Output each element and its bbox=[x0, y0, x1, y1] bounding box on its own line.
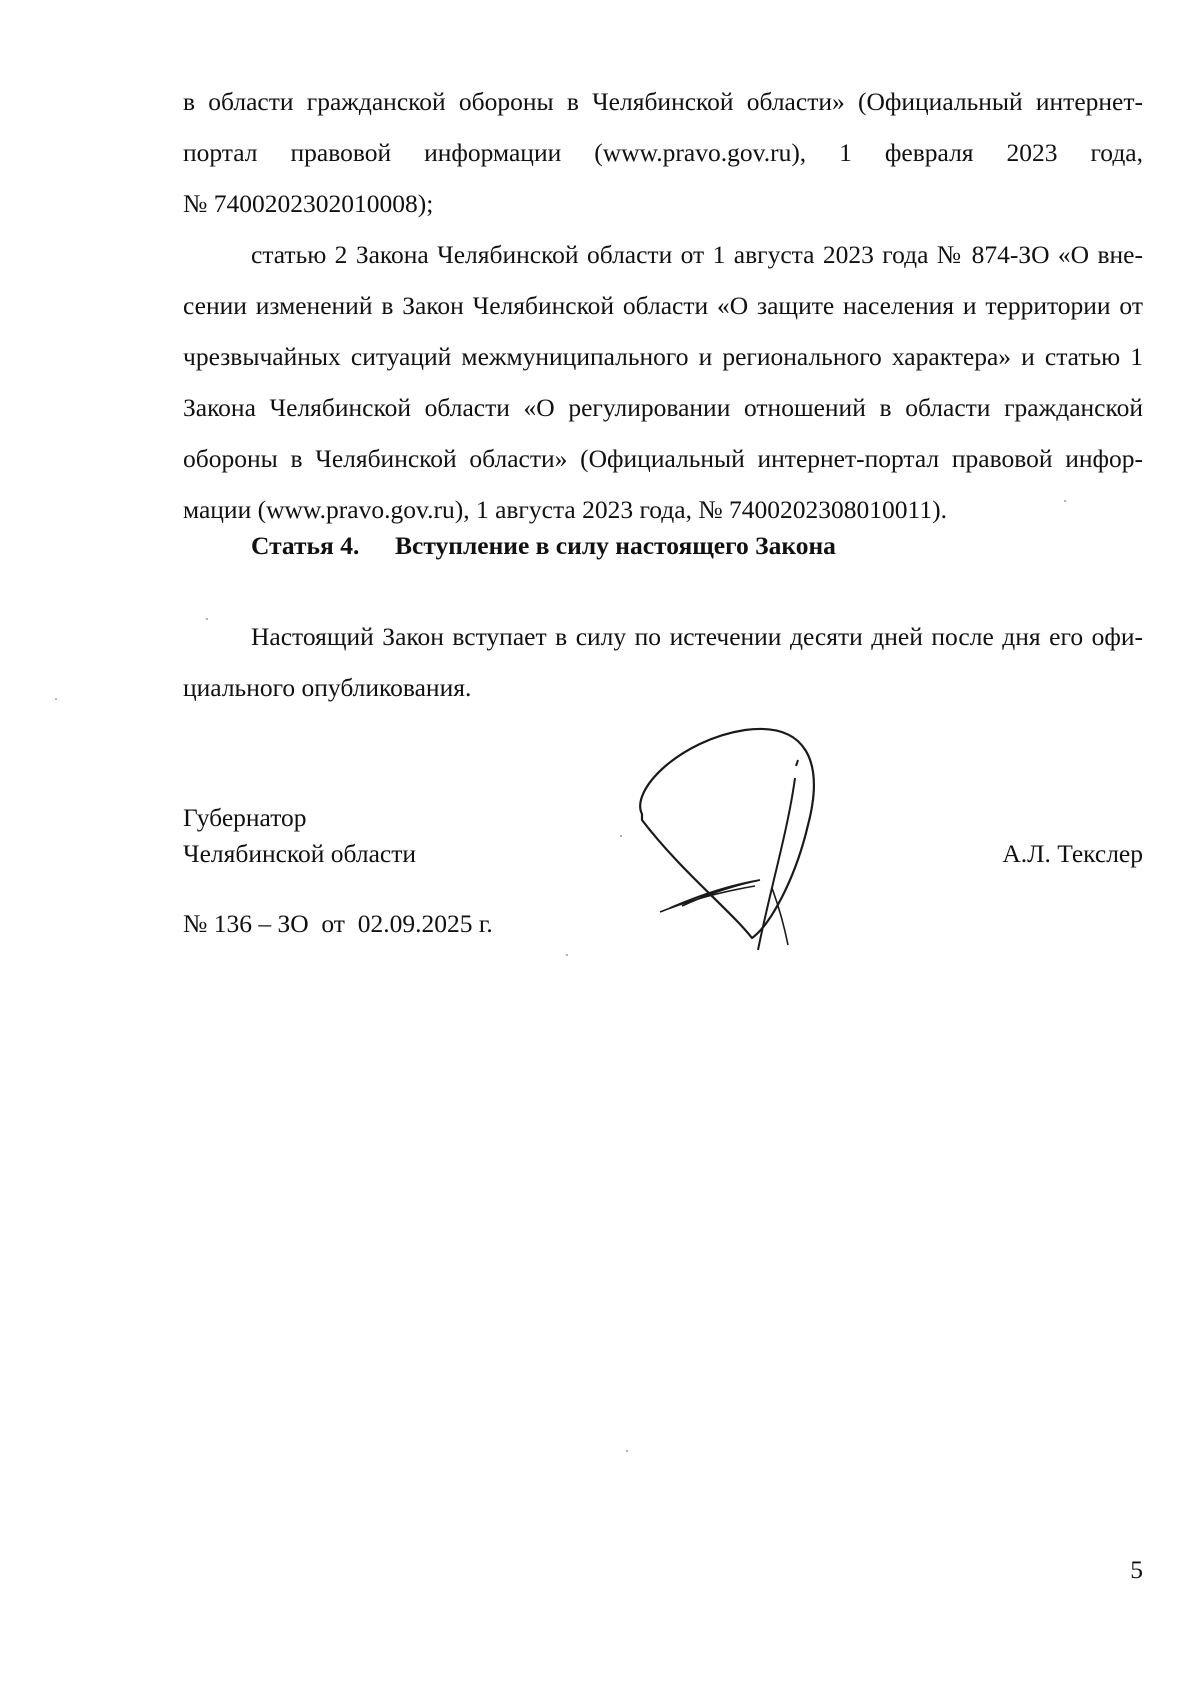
text-line: № 7400202302010008); bbox=[183, 189, 434, 218]
text-line: циального опубликования. bbox=[183, 673, 472, 702]
text-line: Закона Челябинской области «О регулировании отношений в области гражданской bbox=[183, 393, 1143, 422]
signatory-position bbox=[183, 800, 416, 872]
position-line: Челябинской области bbox=[183, 839, 417, 868]
text-line: статью 2 Закона Челябинской области от 1 августа 2023 года № 874-ЗО «О вне- bbox=[251, 240, 1143, 269]
signatory-name: А.Л. Текслер bbox=[1002, 839, 1143, 868]
text-line: сении изменений в Закон Челябинской области «О защите населения и территории от bbox=[183, 291, 1143, 320]
law-registration-number: № 136 – ЗО от 02.09.2025 г. bbox=[183, 909, 493, 938]
paragraph-entry-into-force bbox=[183, 611, 1143, 713]
text-line: чрезвычайных ситуаций межмуниципального и регионального характера» и статью 1 bbox=[183, 342, 1143, 371]
scan-speck bbox=[206, 618, 208, 620]
scan-speck bbox=[620, 835, 622, 837]
text-line: в области гражданской обороны в Челябинской области» (Официальный интернет- bbox=[183, 87, 1143, 116]
article-number: Статья 4. bbox=[251, 531, 360, 560]
scan-speck bbox=[1064, 500, 1066, 502]
scan-speck bbox=[55, 698, 57, 700]
article-title: Вступление в силу настоящего Закона bbox=[395, 531, 836, 560]
text-line: портал правовой информации (www.pravo.gov.ru), 1 февраля 2023 года, bbox=[183, 138, 1143, 167]
text-line: мации (www.pravo.gov.ru), 1 августа 2023 года, № 7400202308010011). bbox=[183, 495, 947, 524]
scan-speck bbox=[566, 954, 568, 956]
paragraph-continuation bbox=[183, 76, 1143, 229]
scan-speck bbox=[626, 1450, 628, 1452]
page-number: 5 bbox=[1130, 1555, 1143, 1584]
handwritten-signature bbox=[620, 720, 860, 950]
text-line: обороны в Челябинской области» (Официальный интернет-портал правовой инфор- bbox=[183, 444, 1143, 473]
article-heading bbox=[251, 528, 836, 564]
position-line: Губернатор bbox=[183, 803, 307, 832]
text-line: Настоящий Закон вступает в силу по истечении десяти дней после дня его офи- bbox=[251, 622, 1143, 651]
paragraph-article-2-reference bbox=[183, 229, 1143, 535]
